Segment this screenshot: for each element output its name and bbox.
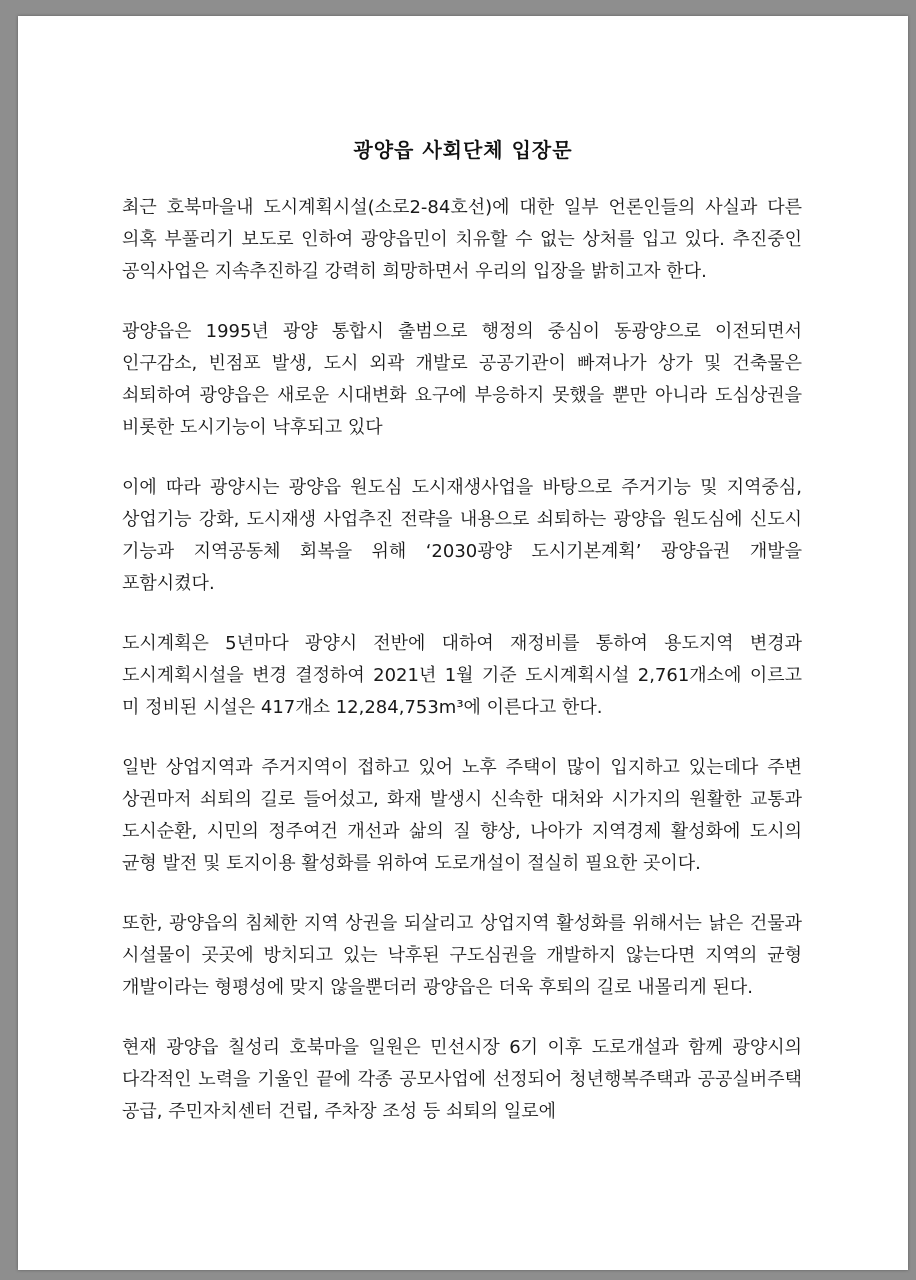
paragraph-6: 또한, 광양읍의 침체한 지역 상권을 되살리고 상업지역 활성화를 위해서는 낡은 건물과 시설물이 곳곳에 방치되고 있는 낙후된 구도심권을 개발하지 않는다면 지역의 균형 개발이라는 형평성에 맞지 않을뿐더러 광양읍은 더욱 후퇴의 길로 내몰리게 된다. bbox=[122, 913, 802, 998]
document-title: 광양읍 사회단체 입장문 bbox=[353, 138, 573, 162]
paragraph-5: 일반 상업지역과 주거지역이 접하고 있어 노후 주택이 많이 입지하고 있는데다 주변 상권마저 쇠퇴의 길로 들어섰고, 화재 발생시 신속한 대처와 시가지의 원활한 교통과 도시순환, 시민의 정주여건 개선과 삶의 질 향상, 나아가 지역경제 활성화에 도시의 균형 발전 및 토지이용 활성화를 위하여 도로개설이 절실히 필요한 곳이다. bbox=[122, 757, 802, 874]
paragraph-7: 현재 광양읍 칠성리 호북마을 일원은 민선시장 6기 이후 도로개설과 함께 광양시의 다각적인 노력을 기울인 끝에 각종 공모사업에 선정되어 청년행복주택과 공공실버주택 공급, 주민자치센터 건립, 주차장 조성 등 쇠퇴의 일로에 bbox=[122, 1037, 802, 1122]
document-body bbox=[122, 192, 802, 1156]
document-page bbox=[18, 16, 908, 1270]
paragraph-1: 최근 호북마을내 도시계획시설(소로2-84호선)에 대한 일부 언론인들의 사실과 다른 의혹 부풀리기 보도로 인하여 광양읍민이 치유할 수 없는 상처를 입고 있다. 추진중인 공익사업은 지속추진하길 강력히 희망하면서 우리의 입장을 밝히고자 한다. bbox=[122, 197, 802, 282]
paragraph-3: 이에 따라 광양시는 광양읍 원도심 도시재생사업을 바탕으로 주거기능 및 지역중심, 상업기능 강화, 도시재생 사업추진 전략을 내용으로 쇠퇴하는 광양읍 원도심에 신도시 기능과 지역공동체 회복을 위해 ‘2030광양 도시기본계획’ 광양읍권 개발을 포함시켰다. bbox=[122, 477, 802, 594]
paragraph-4: 도시계획은 5년마다 광양시 전반에 대하여 재정비를 통하여 용도지역 변경과 도시계획시설을 변경 결정하여 2021년 1월 기준 도시계획시설 2,761개소에 이르고 미 정비된 시설은 417개소 12,284,753m³에 이른다고 한다. bbox=[122, 633, 802, 718]
paragraph-2: 광양읍은 1995년 광양 통합시 출범으로 행정의 중심이 동광양으로 이전되면서 인구감소, 빈점포 발생, 도시 외곽 개발로 공공기관이 빠져나가 상가 및 건축물은 쇠퇴하여 광양읍은 새로운 시대변화 요구에 부응하지 못했을 뿐만 아니라 도심상권을 비롯한 도시기능이 낙후되고 있다 bbox=[122, 321, 802, 438]
